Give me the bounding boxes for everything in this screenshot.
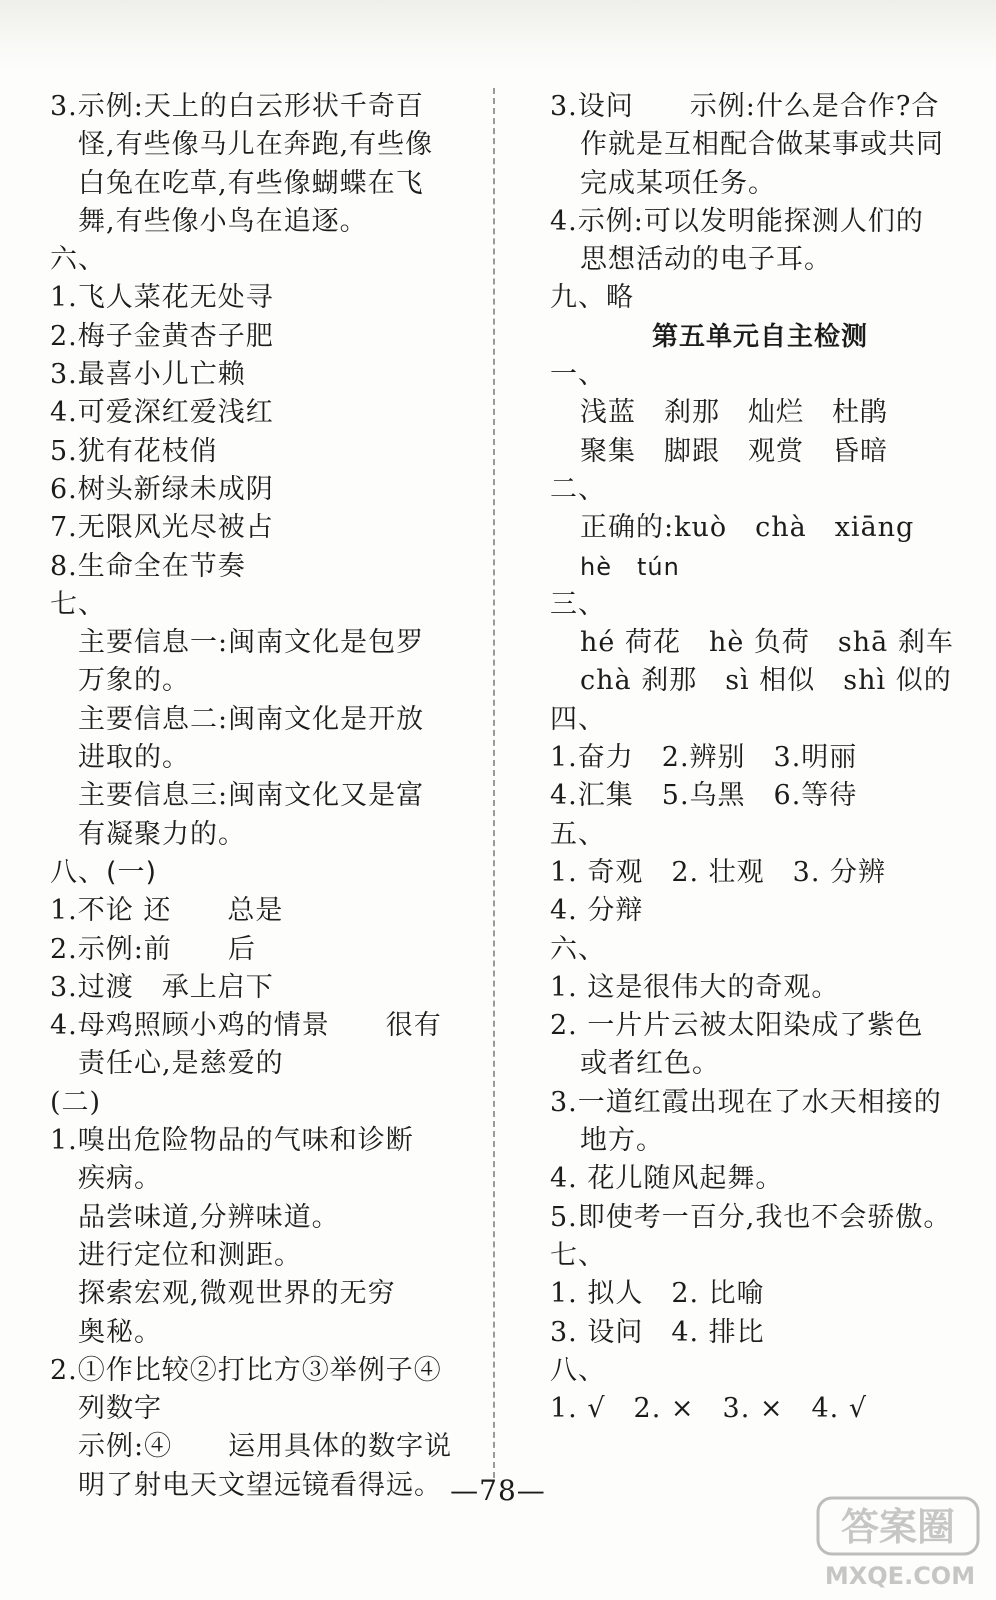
left-answer-line: 6.树头新绿未成阴 (50, 473, 274, 505)
right-answer-line: hè tún (580, 552, 680, 581)
left-answer-line: 探索宏观,微观世界的无穷 (78, 1278, 396, 1310)
right-answer-line: 思想活动的电子耳。 (580, 244, 832, 276)
right-answer-line: 4.汇集 5.乌黑 6.等待 (550, 780, 858, 812)
right-answer-line: 2. 一片片云被太阳染成了紫色 (550, 1010, 924, 1042)
right-answer-line: 4.示例:可以发明能探测人们的 (550, 205, 924, 237)
right-answer-line: 3. 设问 4. 排比 (550, 1316, 765, 1348)
right-answer-line: 地方。 (580, 1125, 664, 1157)
right-answer-line: 1. √ 2. × 3. × 4. √ (550, 1393, 868, 1425)
left-answer-line: 8.生命全在节奏 (50, 550, 246, 582)
right-answer-line: 二、 (550, 473, 606, 505)
right-answer-column (550, 88, 970, 1428)
left-answer-line: 主要信息三:闽南文化又是富 (78, 780, 425, 812)
left-answer-line: 2.梅子金黄杏子肥 (50, 320, 274, 352)
left-answer-line: 万象的。 (78, 665, 190, 697)
right-answer-line: 1. 奇观 2. 壮观 3. 分辨 (550, 856, 887, 888)
left-answer-line: 进取的。 (78, 742, 190, 774)
left-answer-line: 1.嗅出危险物品的气味和诊断 (50, 1125, 414, 1157)
right-answer-line: 浅蓝 刹那 灿烂 杜鹃 (580, 397, 888, 429)
left-answer-column (50, 88, 460, 1505)
left-answer-line: 3.示例:天上的白云形状千奇百 (50, 91, 424, 122)
right-answer-line: 或者红色。 (580, 1048, 720, 1080)
left-answer-line: 责任心,是慈爱的 (78, 1048, 284, 1080)
left-answer-line: 怪,有些像马儿在奔跑,有些像 (78, 129, 434, 161)
watermark-text-bottom: MXQE.COM (824, 1562, 976, 1590)
left-answer-line: (二) (50, 1086, 102, 1118)
right-answer-line: 五、 (550, 818, 606, 850)
left-answer-line: 1.不论 还 总是 (50, 895, 284, 927)
left-answer-line: 八、(一) (50, 856, 158, 888)
right-answer-line: 四、 (550, 703, 606, 735)
left-answer-line: 4.可爱深红爱浅红 (50, 397, 274, 429)
right-answer-line: 聚集 脚跟 观赏 昏暗 (580, 435, 888, 467)
right-answer-line: 3.设问 示例:什么是合作?合 (550, 91, 940, 122)
left-answer-line: 7.无限风光尽被占 (50, 512, 274, 544)
right-answer-line: 三、 (550, 588, 606, 620)
right-answer-line: 4. 花儿随风起舞。 (550, 1163, 784, 1195)
left-answer-line: 有凝聚力的。 (78, 818, 246, 850)
right-answer-line: 完成某项任务。 (580, 167, 776, 199)
right-answer-line: 5.即使考一百分,我也不会骄傲。 (550, 1201, 952, 1233)
right-answer-line: 七、 (550, 1239, 606, 1271)
left-answer-line: 列数字 (78, 1393, 162, 1425)
right-answer-line: 正确的:kuò chà xiāng (580, 512, 915, 544)
left-answer-line: 奥秘。 (78, 1316, 162, 1348)
left-answer-line: 品尝味道,分辨味道。 (78, 1201, 340, 1233)
right-answer-line: 3.一道红霞出现在了水天相接的 (550, 1086, 942, 1118)
right-answer-line: 九、略 (550, 282, 634, 314)
right-answer-line: 一、 (550, 359, 606, 391)
left-answer-line: 3.过渡 承上启下 (50, 971, 274, 1003)
left-answer-line: 1.飞人菜花无处寻 (50, 282, 274, 314)
right-answer-line: 八、 (550, 1354, 606, 1386)
right-answer-line: 1. 这是很伟大的奇观。 (550, 971, 840, 1003)
left-answer-line: 4.母鸡照顾小鸡的情景 很有 (50, 1010, 442, 1042)
watermark-text-top: 答案圈 (840, 1505, 956, 1549)
left-answer-line: 进行定位和测距。 (78, 1239, 302, 1271)
left-answer-line: 疾病。 (78, 1163, 162, 1195)
right-answer-line: 4. 分辩 (550, 895, 644, 927)
left-answer-line: 2.①作比较②打比方③举例子④ (50, 1354, 442, 1386)
left-answer-line: 主要信息二:闽南文化是开放 (78, 703, 425, 735)
right-answer-line: 1. 拟人 2. 比喻 (550, 1278, 765, 1310)
column-divider (493, 88, 495, 1478)
left-answer-line: 六、 (50, 244, 106, 276)
right-answer-line: 第五单元自主检测 (651, 321, 868, 352)
scan-top-edge (0, 0, 996, 70)
left-answer-line: 舞,有些像小鸟在追逐。 (78, 205, 368, 237)
left-answer-line: 5.犹有花枝俏 (50, 435, 218, 467)
left-answer-line: 白兔在吃草,有些像蝴蝶在飞 (78, 167, 424, 199)
right-answer-line: 六、 (550, 933, 606, 965)
left-answer-line: 3.最喜小儿亡赖 (50, 359, 246, 391)
right-answer-line: chà 刹那 sì 相似 shì 似的 (580, 665, 952, 697)
left-answer-line: 主要信息一:闽南文化是包罗 (78, 627, 425, 659)
page-number: —78— (450, 1474, 546, 1507)
left-answer-line: 明了射电天文望远镜看得远。 (78, 1469, 442, 1501)
right-answer-line: 1.奋力 2.辨别 3.明丽 (550, 742, 858, 774)
left-answer-line: 示例:④ 运用具体的数字说 (78, 1431, 453, 1463)
left-answer-line: 七、 (50, 588, 106, 620)
watermark-logo-graphic (810, 1490, 990, 1595)
right-answer-line: hé 荷花 hè 负荷 shā 刹车 (580, 627, 954, 659)
left-answer-line: 2.示例:前 后 (50, 933, 256, 965)
right-answer-line: 作就是互相配合做某事或共同 (580, 129, 944, 161)
watermark-logo (810, 1490, 990, 1595)
